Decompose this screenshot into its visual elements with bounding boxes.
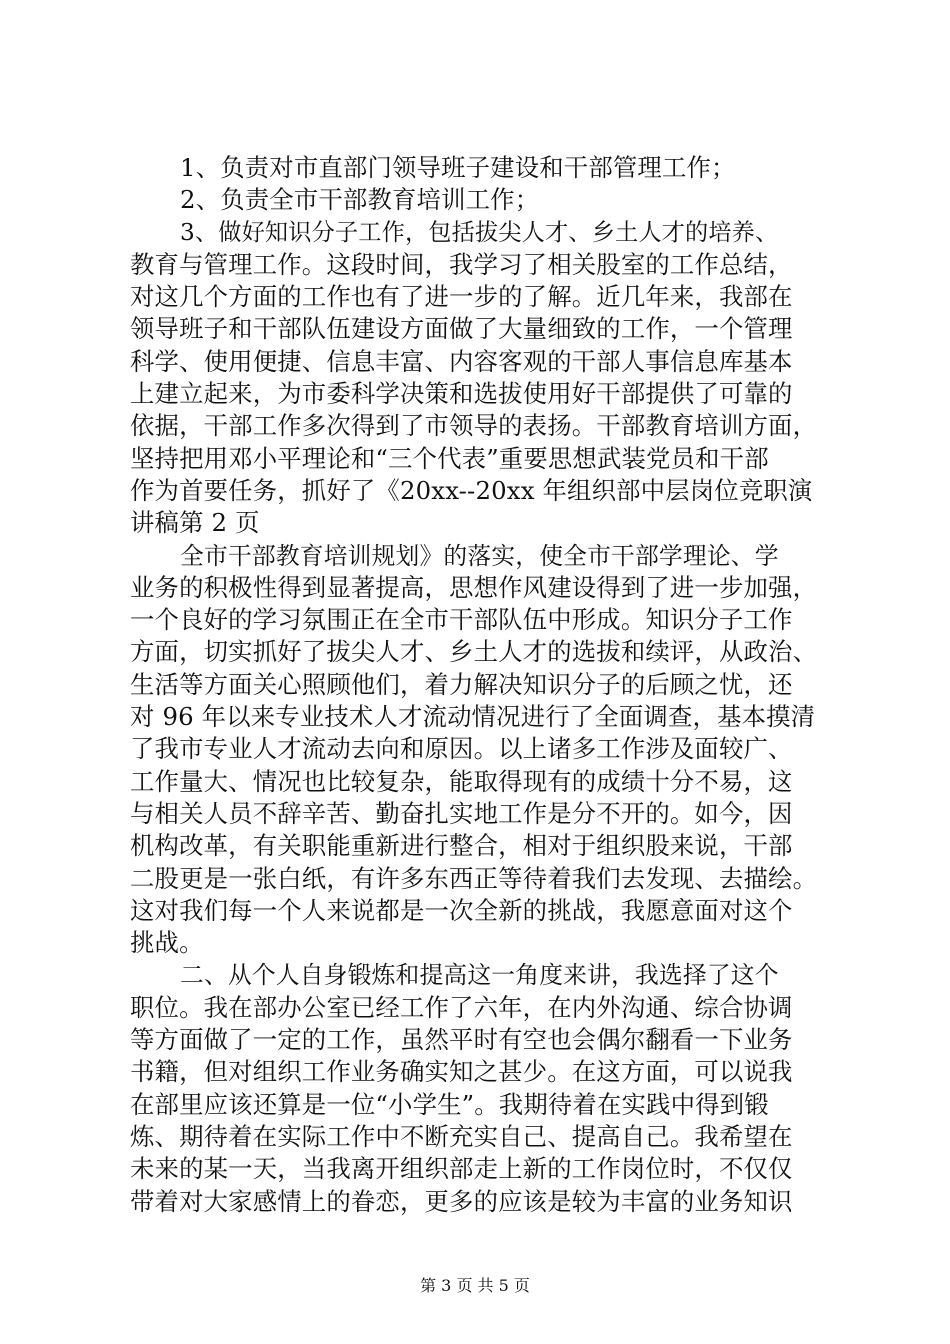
text-line: 方面，切实抓好了拔尖人才、乡土人才的选拔和续评，从政治、 [130, 637, 818, 667]
text-line: 职位。我在部办公室已经工作了六年，在内外沟通、综合协调 [130, 992, 793, 1022]
text-line: 二股更是一张白纸，有许多东西正等待着我们去发现、去描绘。 [130, 863, 818, 893]
text-line: 了我市专业人才流动去向和原因。以上诸多工作涉及面较广、 [130, 734, 793, 764]
text-line: 一个良好的学习氛围正在全市干部队伍中形成。知识分子工作 [130, 605, 793, 635]
text-line: 带着对大家感情上的眷恋，更多的应该是较为丰富的业务知识 [130, 1186, 793, 1216]
text-line: 坚持把用邓小平理论和“三个代表”重要思想武装党员和干部 [130, 443, 769, 473]
text-line: 对 96 年以来专业技术人才流动情况进行了全面调查，基本摸清 [130, 702, 816, 732]
text-line: 领导班子和干部队伍建设方面做了大量细致的工作，一个管理 [130, 314, 793, 344]
text-line: 这对我们每一个人来说都是一次全新的挑战，我愿意面对这个 [130, 895, 793, 925]
text-line: 全市干部教育培训规划》的落实，使全市干部学理论、学 [180, 541, 779, 570]
text-line: 工作量大、情况也比较复杂，能取得现有的成绩十分不易，这 [130, 766, 793, 796]
text-line: 3、做好知识分子工作，包括拔尖人才、乡土人才的培养、 [180, 218, 779, 246]
text-line: 依据，干部工作多次得到了市领导的表扬。干部教育培训方面， [130, 411, 818, 441]
text-line: 生活等方面关心照顾他们，着力解决知识分子的后顾之忧，还 [130, 669, 793, 699]
text-line: 作为首要任务，抓好了《20xx--20xx 年组织部中层岗位竞职演 [130, 475, 813, 505]
text-line: 二、从个人自身锻炼和提高这一角度来讲，我选择了这个 [180, 961, 779, 990]
text-line: 业务的积极性得到显著提高，思想作风建设得到了进一步加强， [130, 572, 818, 602]
text-line: 炼、期待着在实际工作中不断充实自己、提高自己。我希望在 [130, 1121, 793, 1151]
text-line: 书籍，但对组织工作业务确实知之甚少。在这方面，可以说我 [130, 1057, 793, 1087]
text-line: 2、负责全市干部教育培训工作； [180, 185, 540, 215]
text-line: 1、负责对市直部门领导班子建设和干部管理工作； [180, 153, 736, 182]
body-text [130, 152, 830, 1218]
text-line: 在部里应该还算是一位“小学生”。我期待着在实践中得到锻 [130, 1089, 769, 1119]
text-line: 教育与管理工作。这段时间，我学习了相关股室的工作总结， [130, 249, 793, 279]
page-footer: 第 3 页 共 5 页 [420, 1276, 530, 1295]
text-line: 讲稿第 2 页 [130, 508, 260, 538]
text-line: 对这几个方面的工作也有了进一步的了解。近几年来，我部在 [130, 282, 793, 312]
text-line: 挑战。 [130, 928, 204, 958]
text-line: 未来的某一天，当我离开组织部走上新的工作岗位时，不仅仅 [130, 1154, 793, 1184]
text-line: 等方面做了一定的工作，虽然平时有空也会偶尔翻看一下业务 [130, 1025, 793, 1055]
text-line: 与相关人员不辞辛苦、勤奋扎实地工作是分不开的。如今，因 [130, 798, 793, 828]
text-line: 机构改革，有关职能重新进行整合，相对于组织股来说，干部 [130, 831, 793, 861]
text-line: 上建立起来，为市委科学决策和选拔使用好干部提供了可靠的 [130, 379, 793, 409]
text-line: 科学、使用便捷、信息丰富、内容客观的干部人事信息库基本 [130, 346, 793, 376]
